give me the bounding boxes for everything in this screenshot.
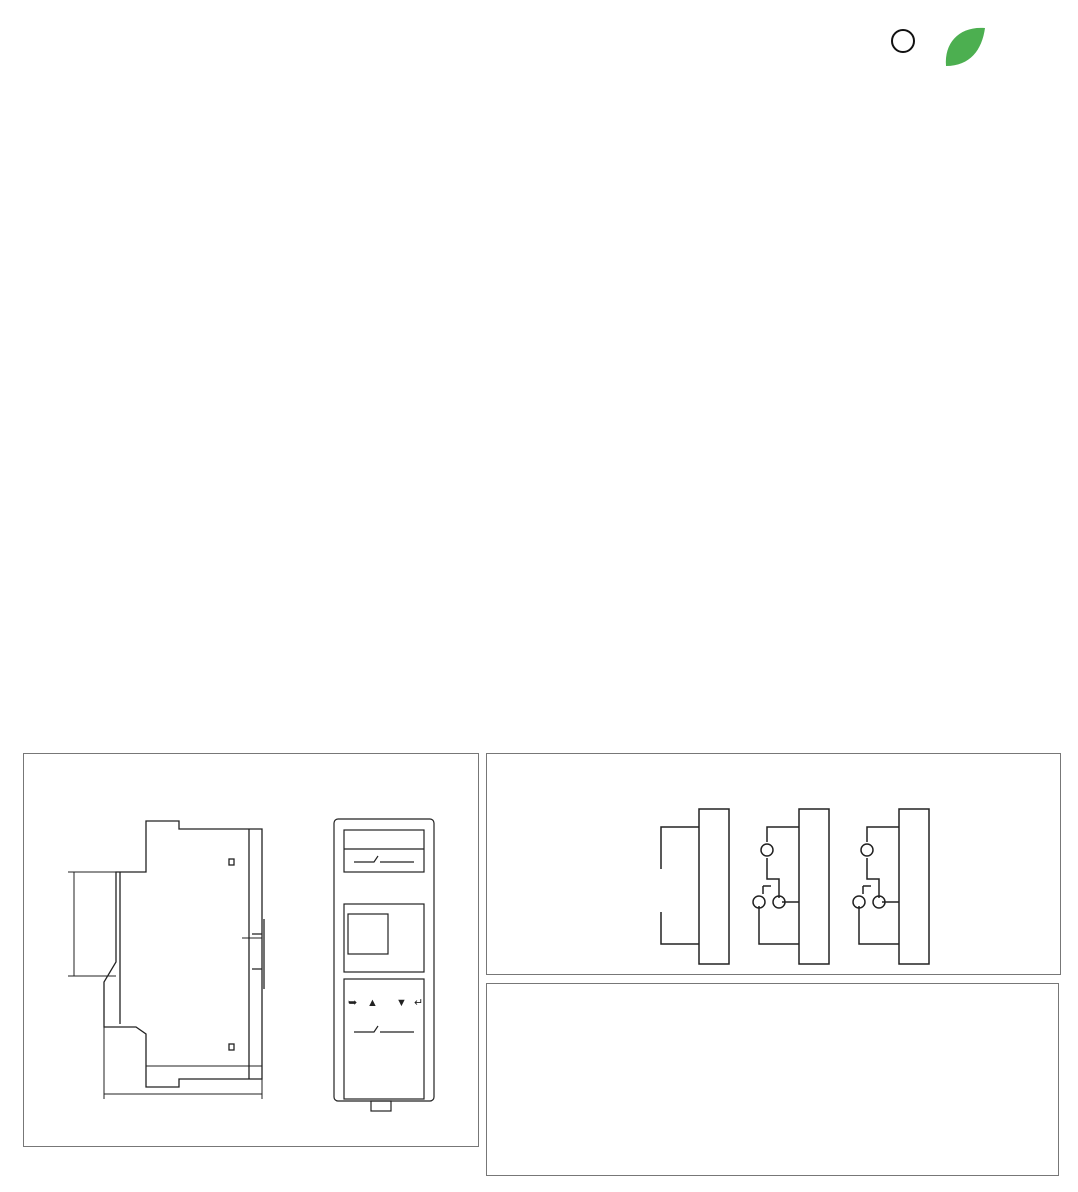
ul-listed-icon [892, 30, 914, 52]
certification-logos [820, 22, 1060, 70]
menu-arrow-icon: ➥ [348, 997, 358, 1009]
side-profile-drawing [104, 821, 264, 1087]
front-view-drawing [334, 819, 434, 1111]
down-arrow-icon: ▼ [396, 997, 407, 1009]
enter-arrow-icon: ↵ [414, 997, 424, 1009]
rohs-leaf-icon [946, 28, 985, 66]
up-arrow-icon: ▲ [367, 997, 378, 1009]
wiring-panel [486, 753, 1061, 975]
wiring-diagram [487, 754, 1060, 974]
dst-panel [486, 983, 1059, 1176]
dimensions-panel [23, 753, 479, 1147]
dimension-lines [68, 872, 262, 1099]
dimension-drawing [24, 754, 478, 1146]
